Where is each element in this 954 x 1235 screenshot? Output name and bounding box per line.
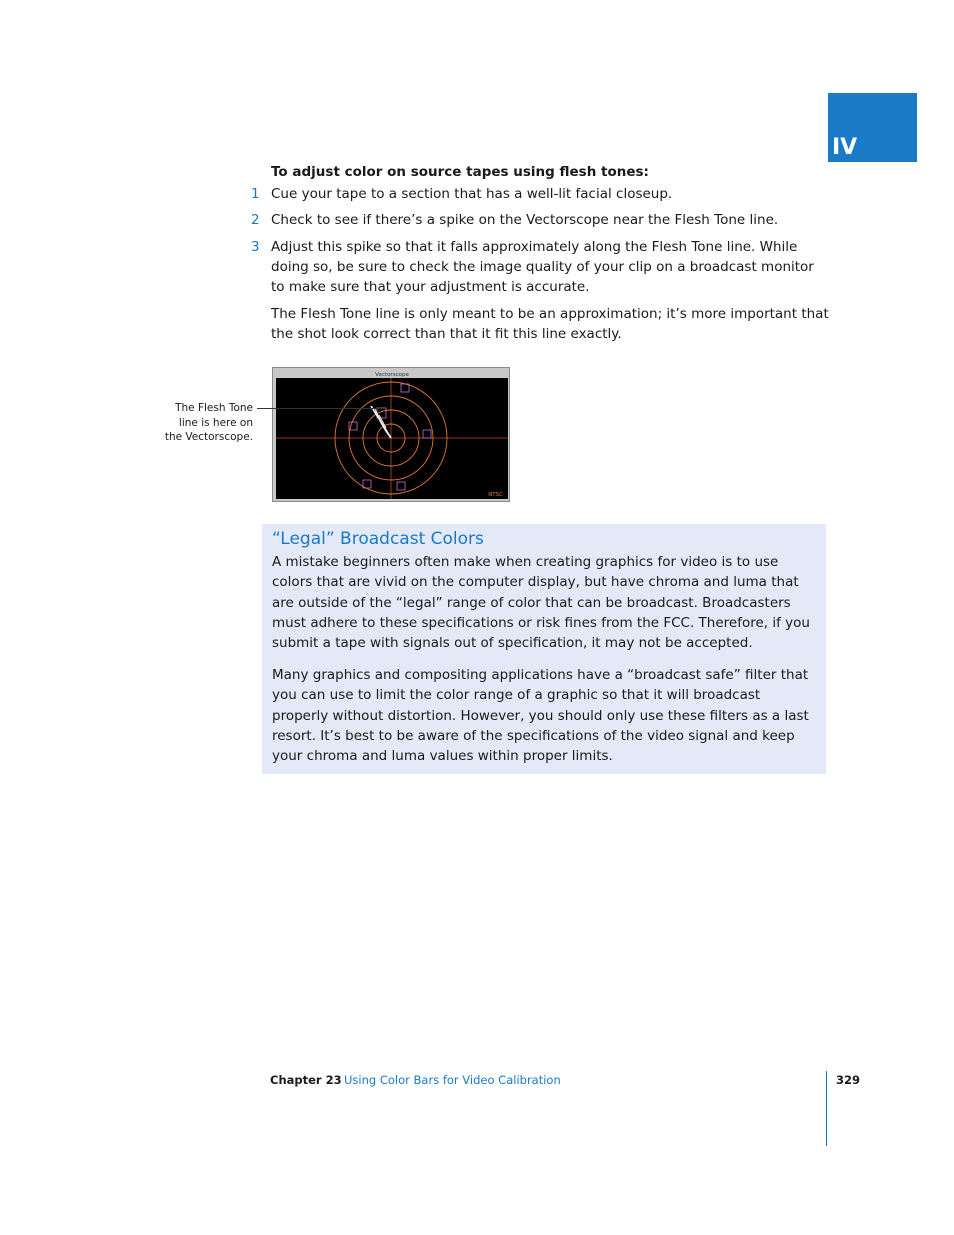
- sidebar-paragraph: Many graphics and compositing applications have a “broadcast safe” filter that you can use to limit the color range of a graphic so that it will broadcast properly without distortion. However, you should only use these filters as a last resort. It’s best to be aware of the specifications of the video signal and keep your chroma and luma values within proper limits.: [272, 667, 809, 765]
- note-paragraph: The Flesh Tone line is only meant to be an approximation; it’s more important that the shot look correct than that it fit this line exactly.: [271, 306, 829, 342]
- step-text: Check to see if there’s a spike on the Vectorscope near the Flesh Tone line.: [271, 212, 779, 228]
- part-tab: [828, 93, 917, 162]
- page-number: 329: [836, 1073, 861, 1087]
- sidebar-box: [262, 524, 826, 774]
- step-list: [251, 184, 826, 297]
- step-text: Adjust this spike so that it falls approximately along the Flesh Tone line. While doing so, be sure to check the image quality of your clip on a broadcast monitor to make sure that your adjustment is accurate.: [271, 239, 814, 295]
- footer-chapter-title: Using Color Bars for Video Calibration: [344, 1073, 561, 1087]
- step-text: Cue your tape to a section that has a well-lit facial closeup.: [271, 186, 673, 202]
- step-item: [251, 210, 826, 230]
- sidebar-paragraph: A mistake beginners often make when creating graphics for video is to use colors that are vivid on the computer display, but have chroma and luma that are outside of the “legal” range of color that can be broadcast. Broadcasters must adhere to these specifications or risk fines from the FCC. Therefore, if you submit a tape with signals out of specification, it may not be accepted.: [272, 554, 810, 652]
- figure-callout: The Flesh Tone line is here on the Vectorscope.: [164, 402, 253, 443]
- task-heading: To adjust color on source tapes using flesh tones:: [271, 164, 649, 180]
- part-tab-label: IV: [832, 135, 858, 160]
- step-number: 2: [251, 212, 260, 228]
- footer-rule: [826, 1071, 827, 1146]
- vectorscope-figure: [272, 367, 510, 502]
- footer-chapter: Chapter 23: [270, 1073, 342, 1087]
- step-number: 1: [251, 186, 260, 202]
- vectorscope-graphic: [273, 368, 511, 503]
- window-title: Vectorscope: [375, 372, 409, 378]
- step-item: [251, 237, 826, 297]
- step-item: [251, 184, 826, 204]
- sidebar-heading: “Legal” Broadcast Colors: [272, 529, 484, 549]
- callout-leader-line: [257, 408, 385, 409]
- format-badge: NTSC: [488, 492, 503, 498]
- step-number: 3: [251, 239, 260, 255]
